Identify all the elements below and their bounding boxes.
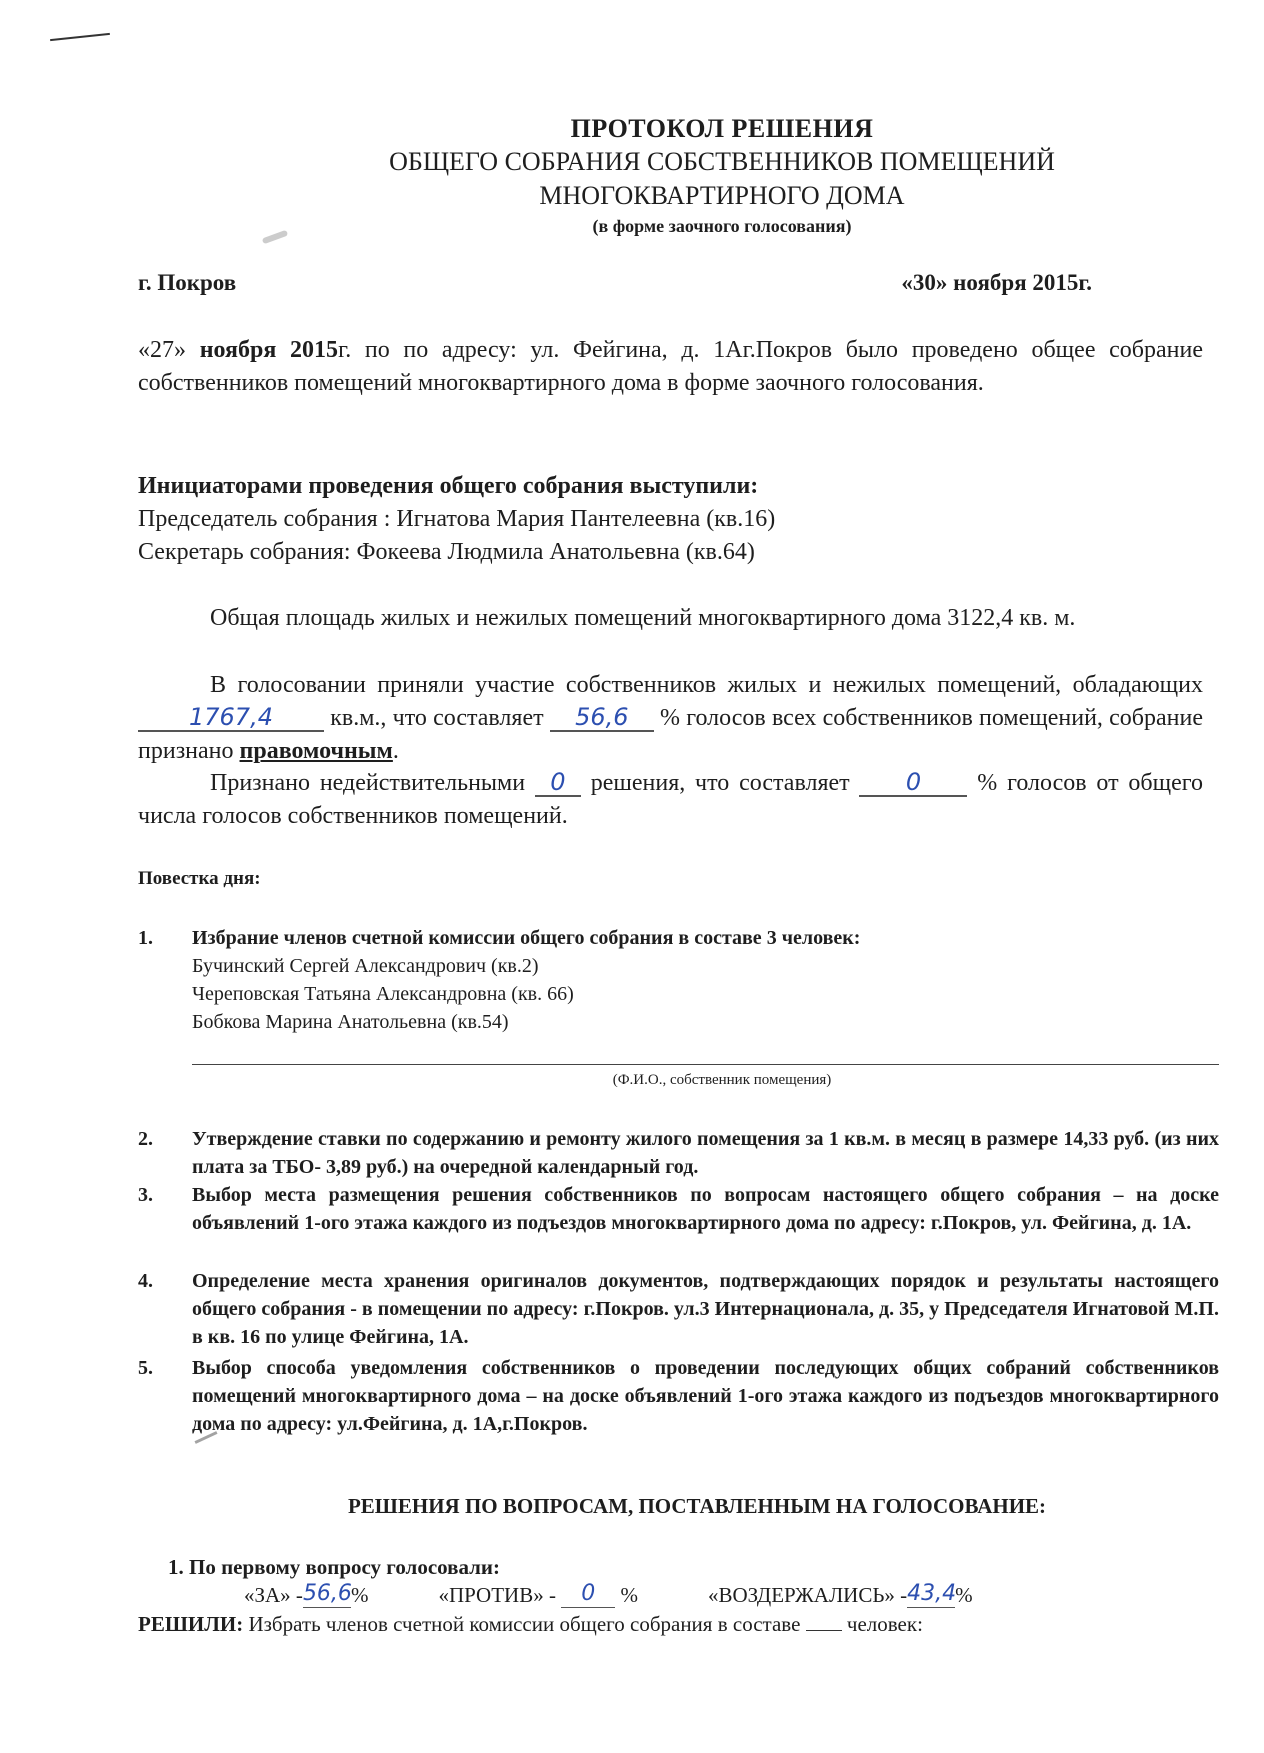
title-line-1: ПРОТОКОЛ РЕШЕНИЯ <box>570 114 874 143</box>
agenda-item-number: 3. <box>138 1184 153 1206</box>
handwritten-against: 0 <box>561 1583 615 1608</box>
intro-date-start: «27» <box>138 337 186 363</box>
blank-count-line <box>806 1630 842 1631</box>
invalid-text-1: Признано недействительными <box>210 770 535 796</box>
vote-text-1: В голосовании приняли участие собственников жилых и нежилых помещений, обладающих <box>210 672 1203 698</box>
document-date: «30» ноября 2015г. <box>901 270 1092 295</box>
member-2: Череповская Татьяна Александровна (кв. 66) <box>192 983 574 1005</box>
resolved-label: РЕШИЛИ: <box>138 1612 244 1636</box>
abstain-unit: % <box>955 1583 973 1607</box>
for-unit: % <box>350 1583 369 1607</box>
document-title <box>0 113 1264 239</box>
agenda-item <box>138 1354 1219 1438</box>
agenda-item <box>138 924 1219 1036</box>
agenda-item-text: Избрание членов счетной комиссии общего собрания в составе 3 человек: <box>192 927 861 949</box>
vote-text-3: % голосов всех собственников помещений, собрание признано <box>138 705 1203 764</box>
invalid-paragraph <box>138 767 1203 833</box>
agenda-item <box>138 1267 1219 1351</box>
member-3: Бобкова Марина Анатольевна (кв.54) <box>192 1011 509 1033</box>
signature-line <box>192 1064 1219 1065</box>
resolved-line <box>138 1612 923 1637</box>
against-unit: % <box>615 1583 638 1607</box>
vote-text-2: кв.м., что составляет <box>324 705 550 731</box>
handwritten-invalid-count: 0 <box>535 769 581 797</box>
vote-text-4: . <box>392 738 399 764</box>
for-label: «ЗА» - <box>244 1583 303 1607</box>
handwritten-abstain: 43,4 <box>907 1581 957 1606</box>
city: г. Покров <box>138 270 237 295</box>
intro-date-bold: ноября 2015 <box>199 337 339 363</box>
signature-caption: (Ф.И.О., собственник помещения) <box>612 1072 832 1088</box>
agenda-item-number: 4. <box>138 1270 153 1292</box>
abstain-label: «ВОЗДЕРЖАЛИСЬ» - <box>707 1583 908 1607</box>
decisions-heading: РЕШЕНИЯ ПО ВОПРОСАМ, ПОСТАВЛЕННЫМ НА ГОЛОСОВАНИЕ: <box>347 1494 1047 1518</box>
city-date-row <box>138 270 1092 296</box>
agenda-item-text: Определение места хранения оригиналов документов, подтверждающих порядок и результаты настоящего общего собрания - в помещении по адресу: г.Покров. ул.3 Интернационала, д. 35, у Председателя Игнатовой М.П. в кв. 16 по улице Фейгина, 1А. <box>192 1270 1219 1348</box>
invalid-text-3: % голосов от общего числа голосов собственников помещений. <box>138 770 1203 829</box>
question-1-label: 1. По первому вопросу голосовали: <box>168 1555 501 1579</box>
pen-stroke-mark <box>50 33 110 41</box>
agenda-heading: Повестка дня: <box>138 868 261 889</box>
agenda-item <box>138 1125 1219 1181</box>
chair-line: Председатель собрания : Игнатова Мария Пантелеевна (кв.16) <box>138 506 776 532</box>
member-1: Бучинский Сергей Александрович (кв.2) <box>192 955 539 977</box>
agenda-item-text: Выбор места размещения решения собственников по вопросам настоящего общего собрания – на доске объявлений 1-ого этажа каждого из подъездов многоквартирного дома по адресу: г.Покров, ул. Фейгина, д. 1А. <box>192 1184 1219 1234</box>
title-line-4: (в форме заочного голосования) <box>592 216 852 236</box>
agenda-item-number: 1. <box>138 927 153 949</box>
agenda-item-text: Выбор способа уведомления собственников о проведении последующих общих собраний собственников помещений многоквартирного дома – на доске объявлений 1-ого этажа каждого из подъездов многоквартирного дома по адресу: ул.Фейгина, д. 1А,г.Покров. <box>192 1357 1219 1435</box>
total-area-paragraph <box>138 602 1203 635</box>
handwritten-for: 56,6 <box>302 1581 352 1606</box>
handwritten-area: 1767,4 <box>138 704 324 732</box>
title-line-3: МНОГОКВАРТИРНОГО ДОМА <box>539 181 905 210</box>
handwritten-percent: 56,6 <box>550 704 654 732</box>
handwritten-invalid-percent: 0 <box>859 769 967 797</box>
agenda-item-number: 5. <box>138 1357 153 1379</box>
resolved-text: Избрать членов счетной комиссии общего собрания в составе <box>243 1612 806 1636</box>
invalid-text-2: решения, что составляет <box>580 770 860 796</box>
title-line-2: ОБЩЕГО СОБРАНИЯ СОБСТВЕННИКОВ ПОМЕЩЕНИЙ <box>389 147 1055 176</box>
question-1-votes <box>244 1583 973 1608</box>
resolved-tail: человек: <box>841 1612 923 1636</box>
initiators-block <box>138 470 1203 569</box>
vote-participation-paragraph <box>138 669 1203 768</box>
quorum-status: правомочным <box>239 738 393 764</box>
agenda-item-text: Утверждение ставки по содержанию и ремонту жилого помещения за 1 кв.м. в месяц в размере 14,33 руб. (из них плата за ТБО- 3,89 руб.) на очередной календарный год. <box>192 1128 1219 1178</box>
total-area-text: Общая площадь жилых и нежилых помещений многоквартирного дома 3122,4 кв. м. <box>210 605 1076 631</box>
intro-text: г. по по адресу: ул. Фейгина, д. 1Аг.Покров было проведено общее собрание собственников помещений многоквартирного дома в форме заочного голосования. <box>138 337 1204 396</box>
agenda-item-number: 2. <box>138 1128 153 1150</box>
intro-paragraph <box>138 334 1203 400</box>
against-label: «ПРОТИВ» - <box>438 1583 562 1607</box>
agenda-item <box>138 1181 1219 1237</box>
commission-members <box>192 952 1219 1036</box>
initiators-heading: Инициаторами проведения общего собрания выступили: <box>138 473 759 499</box>
secretary-line: Секретарь собрания: Фокеева Людмила Анатольевна (кв.64) <box>138 539 755 565</box>
